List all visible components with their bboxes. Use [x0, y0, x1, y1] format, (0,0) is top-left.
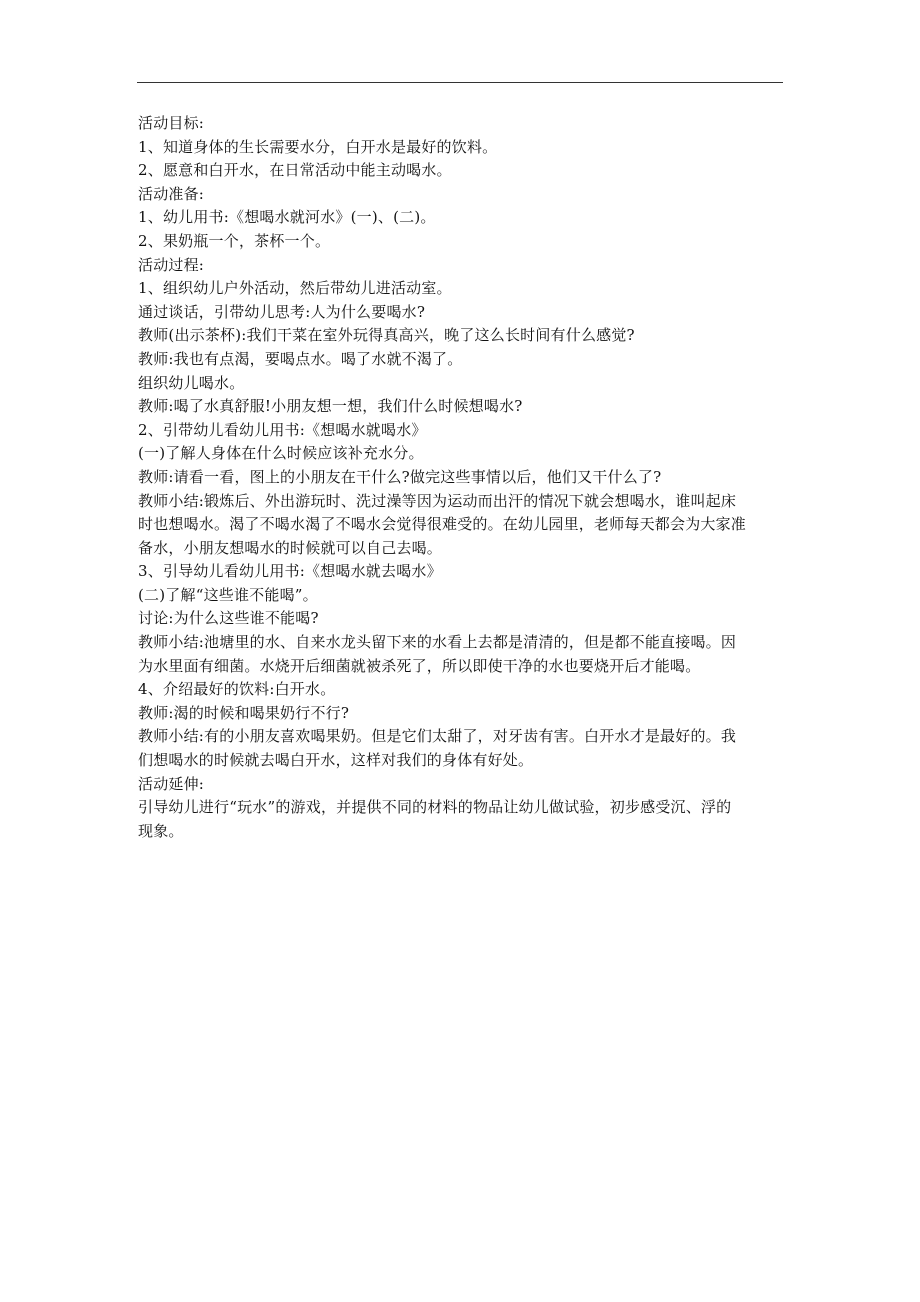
text-line: 1、组织幼儿户外活动，然后带幼儿进活动室。 — [138, 279, 452, 298]
text-line: 组织幼儿喝水。 — [138, 373, 245, 392]
text-line: 教师(出示茶杯):我们干菜在室外玩得真高兴，晚了这么长时间有什么感觉? — [138, 326, 635, 345]
text-line: 教师:请看一看，图上的小朋友在干什么?做完这些事情以后，他们又干什么了? — [138, 467, 662, 486]
text-line: 时也想喝水。渴了不喝水渴了不喝水会觉得很难受的。在幼儿园里，老师每天都会为大家准 — [138, 515, 747, 534]
section-heading-process: 活动过程: — [138, 255, 205, 274]
text-line: 教师小结:有的小朋友喜欢喝果奶。但是它们太甜了，对牙齿有害。白开水才是最好的。我 — [138, 727, 737, 746]
text-line: (二)了解“这些谁不能喝”。 — [138, 585, 318, 604]
text-line: 2、愿意和白开水，在日常活动中能主动喝水。 — [138, 161, 452, 180]
text-line: 为水里面有细菌。水烧开后细菌就被杀死了，所以即使干净的水也要烧开后才能喝。 — [138, 656, 701, 675]
text-line: 3、引导幼儿看幼儿用书:《想喝水就去喝水》 — [138, 562, 442, 581]
text-line: 教师小结:锻炼后、外出游玩时、洗过澡等因为运动而出汗的情况下就会想喝水，谁叫起床 — [138, 491, 737, 510]
header-rule — [137, 82, 783, 83]
text-line: 教师:我也有点渴，要喝点水。喝了水就不渴了。 — [138, 349, 463, 368]
text-line: 引导幼儿进行“玩水”的游戏，并提供不同的材料的物品让幼儿做试验，初步感受沉、浮的 — [138, 798, 732, 817]
text-line: 们想喝水的时候就去喝白开水，这样对我们的身体有好处。 — [138, 751, 534, 770]
text-line: 教师:渴的时候和喝果奶行不行? — [138, 703, 350, 722]
text-line: 2、果奶瓶一个，茶杯一个。 — [138, 231, 331, 250]
section-heading-extension: 活动延伸: — [138, 774, 205, 793]
text-line: 教师小结:池塘里的水、自来水龙头留下来的水看上去都是清清的，但是都不能直接喝。因 — [138, 633, 737, 652]
section-heading-objectives: 活动目标: — [138, 114, 205, 132]
document-body — [138, 112, 788, 843]
text-line: 教师:喝了水真舒服!小朋友想一想，我们什么时候想喝水? — [138, 397, 523, 416]
section-heading-preparation: 活动准备: — [138, 184, 205, 203]
text-line: 1、幼儿用书:《想喝水就河水》(一)、(二)。 — [138, 208, 436, 227]
text-line: 1、知道身体的生长需要水分，白开水是最好的饮料。 — [138, 137, 498, 156]
text-line: 备水，小朋友想喝水的时候就可以自己去喝。 — [138, 538, 443, 557]
text-line: 讨论:为什么这些谁不能喝? — [138, 609, 319, 628]
text-line: 4、介绍最好的饮料:白开水。 — [138, 680, 336, 699]
text-line: 现象。 — [138, 821, 184, 840]
text-line: 通过谈话，引带幼儿思考:人为什么要喝水? — [138, 302, 426, 321]
text-line: (一)了解人身体在什么时候应该补充水分。 — [138, 444, 424, 463]
text-line: 2、引带幼儿看幼儿用书:《想喝水就喝水》 — [138, 420, 427, 439]
